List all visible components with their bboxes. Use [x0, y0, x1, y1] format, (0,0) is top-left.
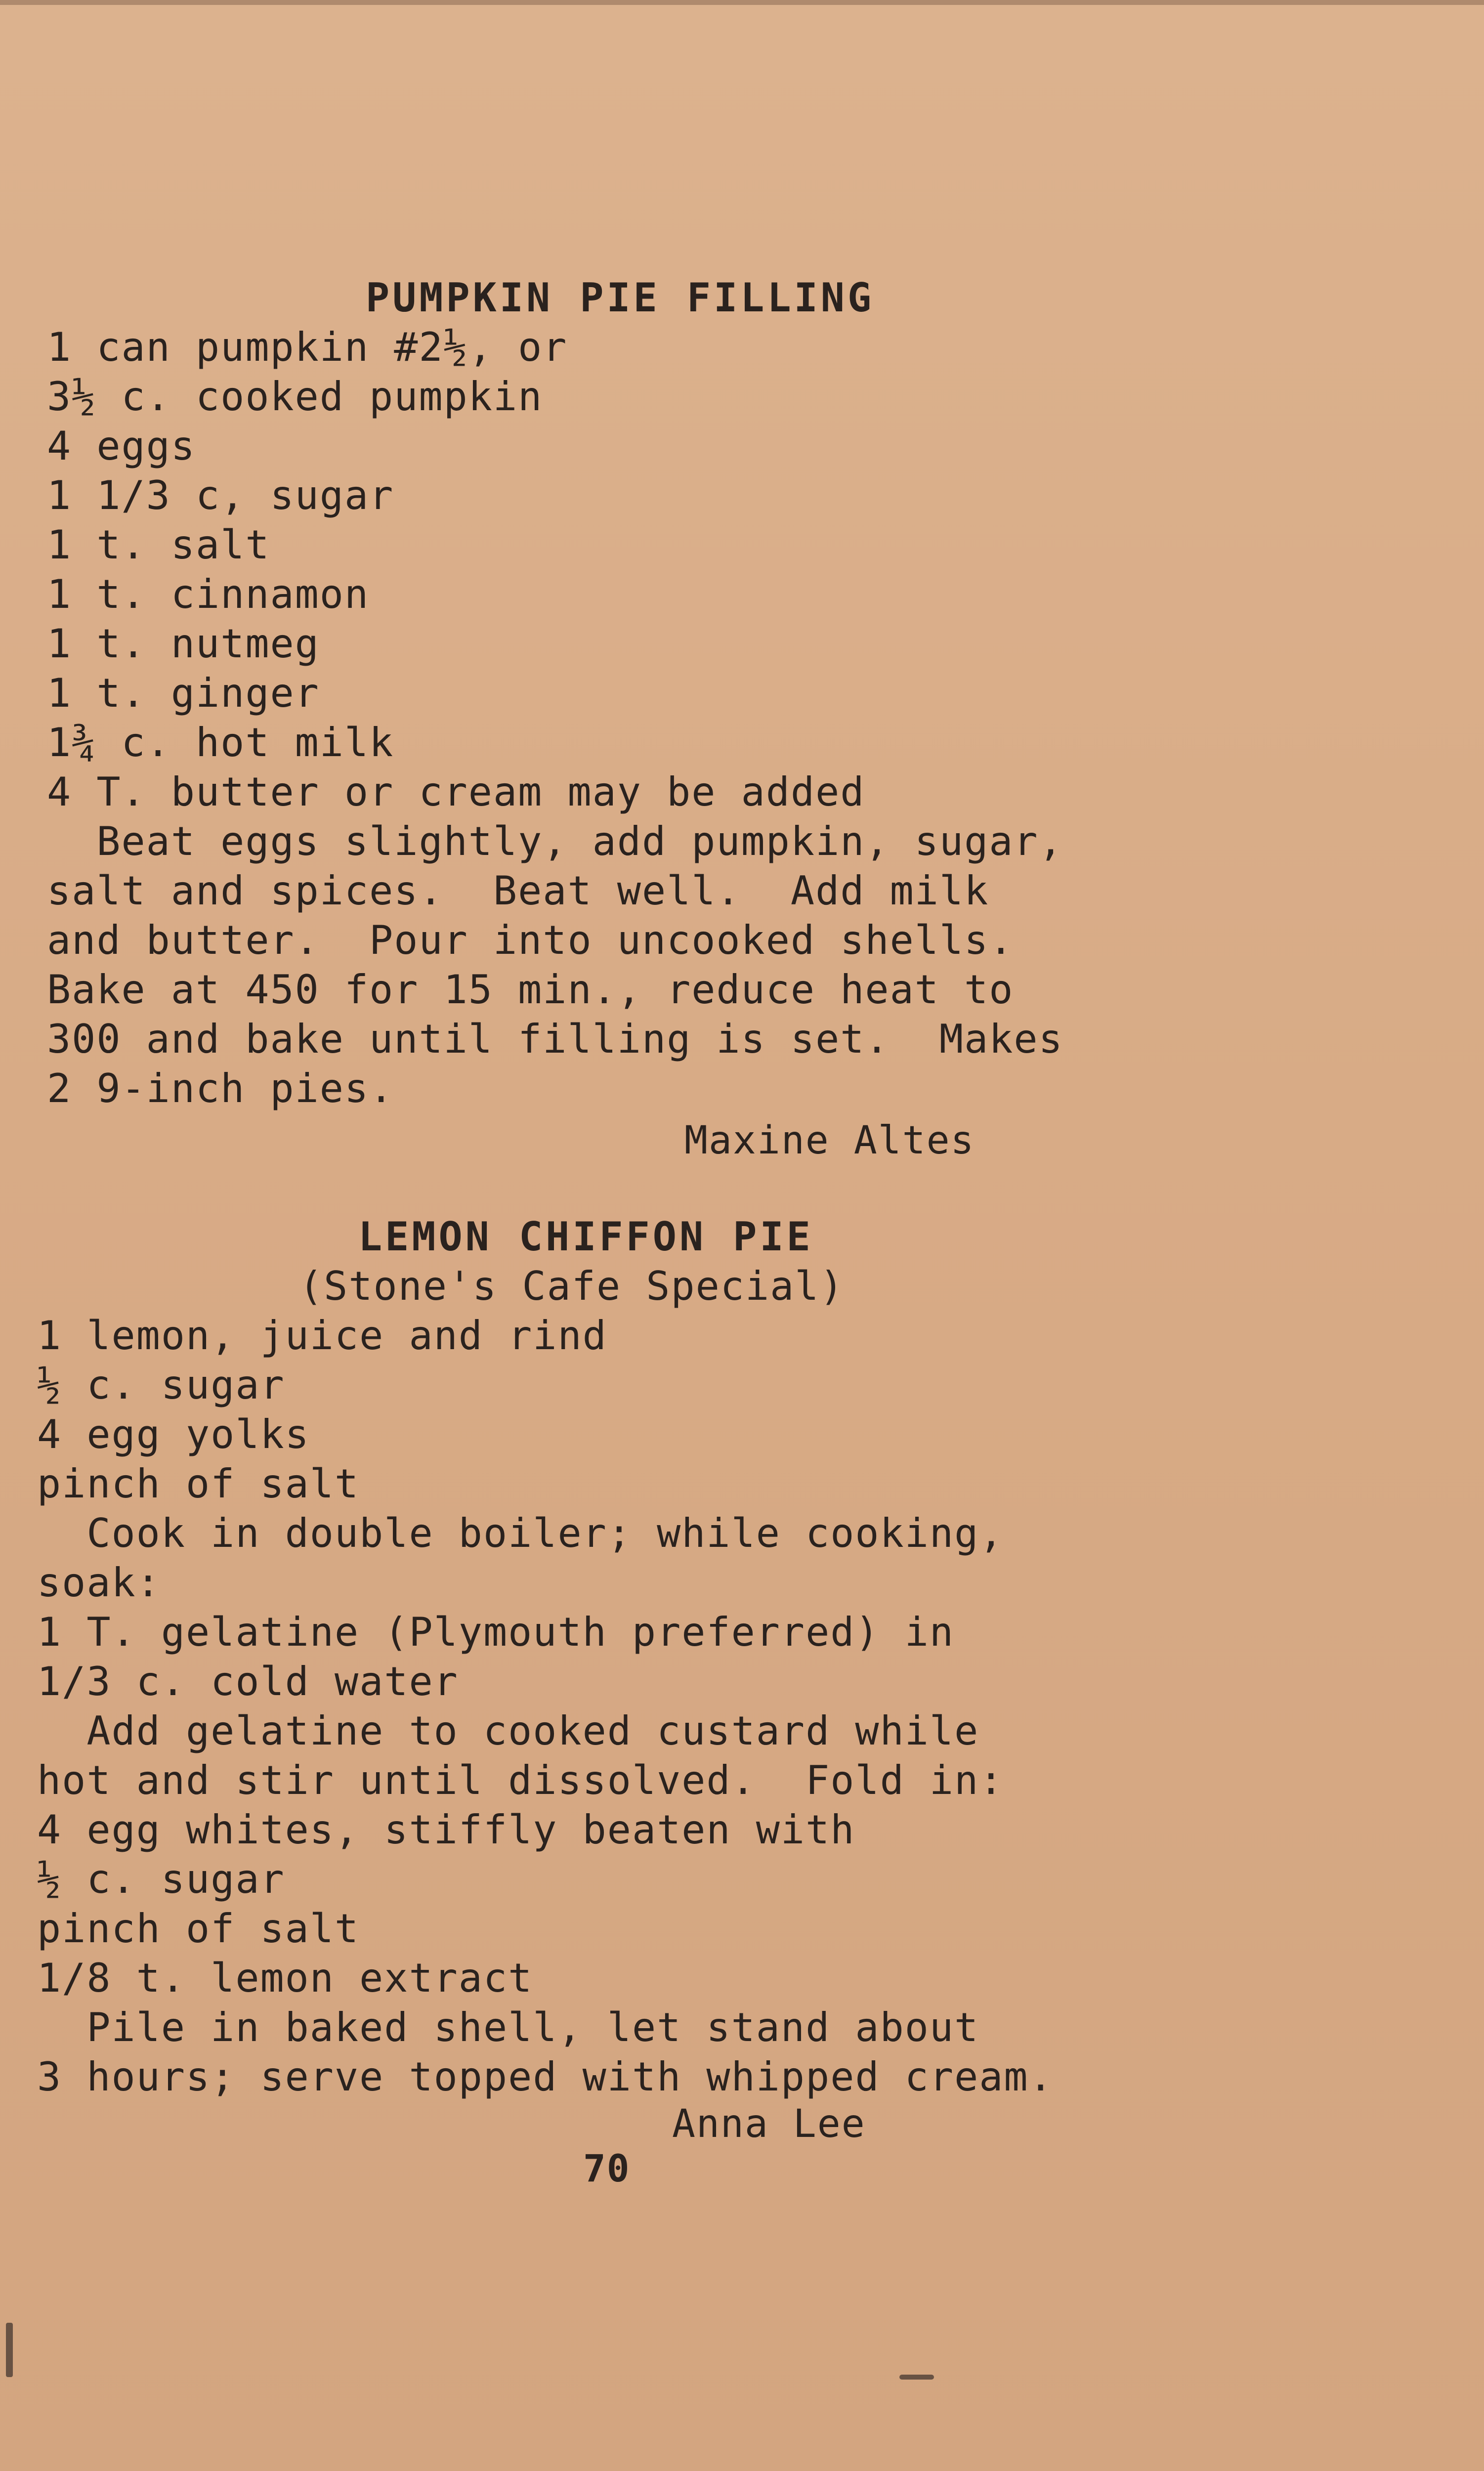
ingredient-line: 1/8 t. lemon extract — [37, 1955, 533, 2001]
ingredient-line: 4 eggs — [47, 423, 196, 469]
ingredient-line: 1 t. ginger — [47, 670, 320, 716]
recipe-title: PUMPKIN PIE FILLING — [366, 275, 875, 321]
instruction-line: Beat eggs slightly, add pumpkin, sugar, — [47, 818, 1063, 864]
instruction-line: 300 and bake until filling is set. Makes — [47, 1016, 1063, 1062]
recipe-author: Maxine Altes — [684, 1118, 975, 1163]
ingredient-line: 4 T. butter or cream may be added — [47, 769, 865, 815]
ingredient-line: 3½ c. cooked pumpkin — [47, 374, 543, 420]
ingredient-line: pinch of salt — [37, 1461, 360, 1507]
instruction-line: soak: — [37, 1560, 161, 1606]
instruction-line: salt and spices. Beat well. Add milk — [47, 868, 989, 914]
ingredient-line: ½ c. sugar — [37, 1856, 285, 1902]
instruction-line: Pile in baked shell, let stand about — [37, 2004, 979, 2050]
ingredient-line: 4 egg yolks — [37, 1411, 310, 1457]
instruction-line: Bake at 450 for 15 min., reduce heat to — [47, 967, 1014, 1013]
scan-mark — [899, 2375, 934, 2380]
instruction-line: Cook in double boiler; while cooking, — [37, 1510, 1004, 1556]
ingredient-line: 1 can pumpkin #2½, or — [47, 324, 568, 370]
ingredient-line: 1 t. nutmeg — [47, 621, 320, 667]
recipe-subtitle: (Stone's Cafe Special) — [299, 1263, 845, 1309]
ingredient-line: 1 t. salt — [47, 522, 270, 568]
ingredient-line: 1 T. gelatine (Plymouth preferred) in — [37, 1609, 955, 1655]
instruction-line: and butter. Pour into uncooked shells. — [47, 917, 1014, 963]
instruction-line: 2 9-inch pies. — [47, 1065, 394, 1111]
recipe-author: Anna Lee — [672, 2102, 866, 2146]
recipe-title: LEMON CHIFFON PIE — [358, 1214, 813, 1260]
scan-mark — [6, 2323, 13, 2377]
page-edge — [0, 0, 1484, 5]
ingredient-line: 1 lemon, juice and rind — [37, 1313, 607, 1359]
page-number: 70 — [583, 2146, 631, 2190]
instruction-line: Add gelatine to cooked custard while — [37, 1708, 979, 1754]
ingredient-line: 1¾ c. hot milk — [47, 720, 394, 766]
ingredient-line: 4 egg whites, stiffly beaten with — [37, 1807, 855, 1853]
ingredient-line: ½ c. sugar — [37, 1362, 285, 1408]
instruction-line: hot and stir until dissolved. Fold in: — [37, 1757, 1004, 1803]
ingredient-line: 1/3 c. cold water — [37, 1659, 459, 1704]
ingredient-line: 1 1/3 c, sugar — [47, 472, 394, 518]
ingredient-line: 1 t. cinnamon — [47, 571, 370, 617]
ingredient-line: pinch of salt — [37, 1906, 360, 1952]
instruction-line: 3 hours; serve topped with whipped cream. — [37, 2054, 1054, 2100]
